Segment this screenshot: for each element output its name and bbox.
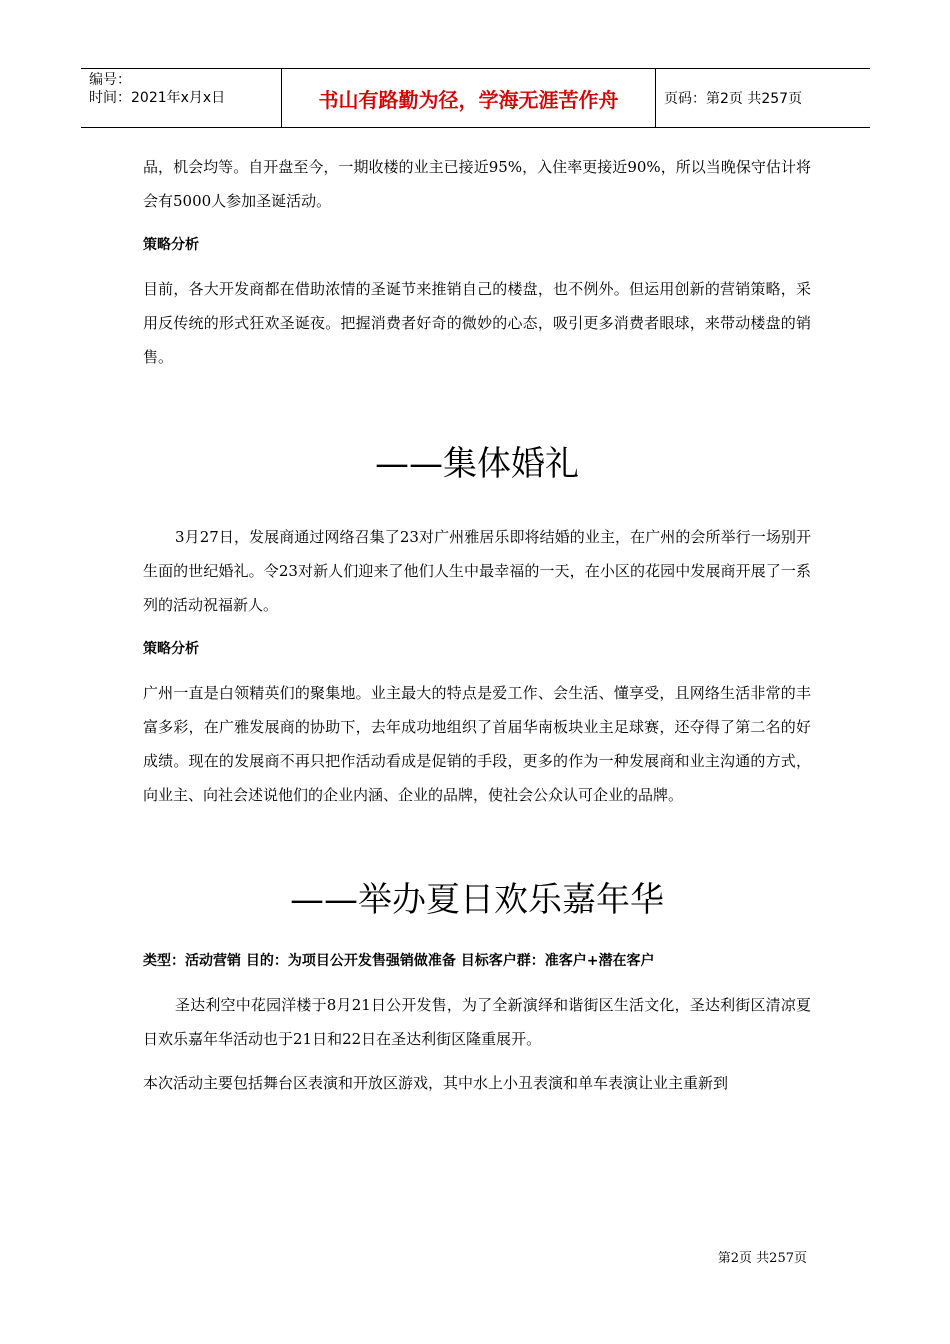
intro-paragraph: 品，机会均等。自开盘至今，一期收楼的业主已接近95%，入住率更接近90%，所以当晚保守估计将会有5000人参加圣诞活动。	[143, 158, 811, 210]
section-title-wedding: ——集体婚礼	[375, 444, 579, 484]
activity-type-line: 类型：活动营销 目的：为项目公开发售强销做准备 目标客户群：准客户+潜在客户	[143, 953, 655, 969]
strategy-heading-2: 策略分析	[143, 641, 199, 657]
strategy-paragraph-2: 广州一直是白领精英们的聚集地。业主最大的特点是爱工作、会生活、懂享受，且网络生活非常的丰富多彩，在广雅发展商的协助下，去年成功地组织了首届华南板块业主足球赛，还夺得了第二名的好成绩。现在的发展商不再只把作活动看成是促销的手段，更多的作为一种发展商和业主沟通的方式，向业主、向社会述说他们的企业内涵、企业的品牌，使社会公众认可企业的品牌。	[143, 684, 811, 804]
time-label: 时间：2021年x月x日	[89, 90, 226, 106]
carnival-paragraph-1: 圣达利空中花园洋楼于8月21日公开发售，为了全新演绎和谐街区生活文化，圣达利街区清凉夏日欢乐嘉年华活动也于21日和22日在圣达利街区隆重展开。	[143, 996, 811, 1048]
section-title-carnival: ——举办夏日欢乐嘉年华	[290, 880, 664, 920]
strategy-heading-1: 策略分析	[143, 237, 199, 253]
carnival-paragraph-2: 本次活动主要包括舞台区表演和开放区游戏，其中水上小丑表演和单车表演让业主重新到	[143, 1074, 729, 1092]
header-page-info: 页码：第2页 共257页	[664, 91, 803, 107]
wedding-paragraph: 3月27日，发展商通过网络召集了23对广州雅居乐即将结婚的业主，在广州的会所举行一场别开生面的世纪婚礼。令23对新人们迎来了他们人生中最幸福的一天，在小区的花园中发展商开展了一系列的活动祝福新人。	[143, 528, 811, 614]
page-footer: 第2页 共257页	[717, 1251, 807, 1266]
strategy-paragraph-1: 目前，各大开发商都在借助浓情的圣诞节来推销自己的楼盘，也不例外。但运用创新的营销策略，采用反传统的形式狂欢圣诞夜。把握消费者好奇的微妙的心态，吸引更多消费者眼球，来带动楼盘的销售。	[143, 280, 811, 366]
serial-label: 编号：	[89, 72, 131, 88]
header-motto: 书山有路勤为径，学海无涯苦作舟	[282, 69, 656, 127]
header-meta-cell	[81, 69, 282, 127]
document-body	[143, 150, 811, 1100]
document-header	[81, 68, 870, 128]
